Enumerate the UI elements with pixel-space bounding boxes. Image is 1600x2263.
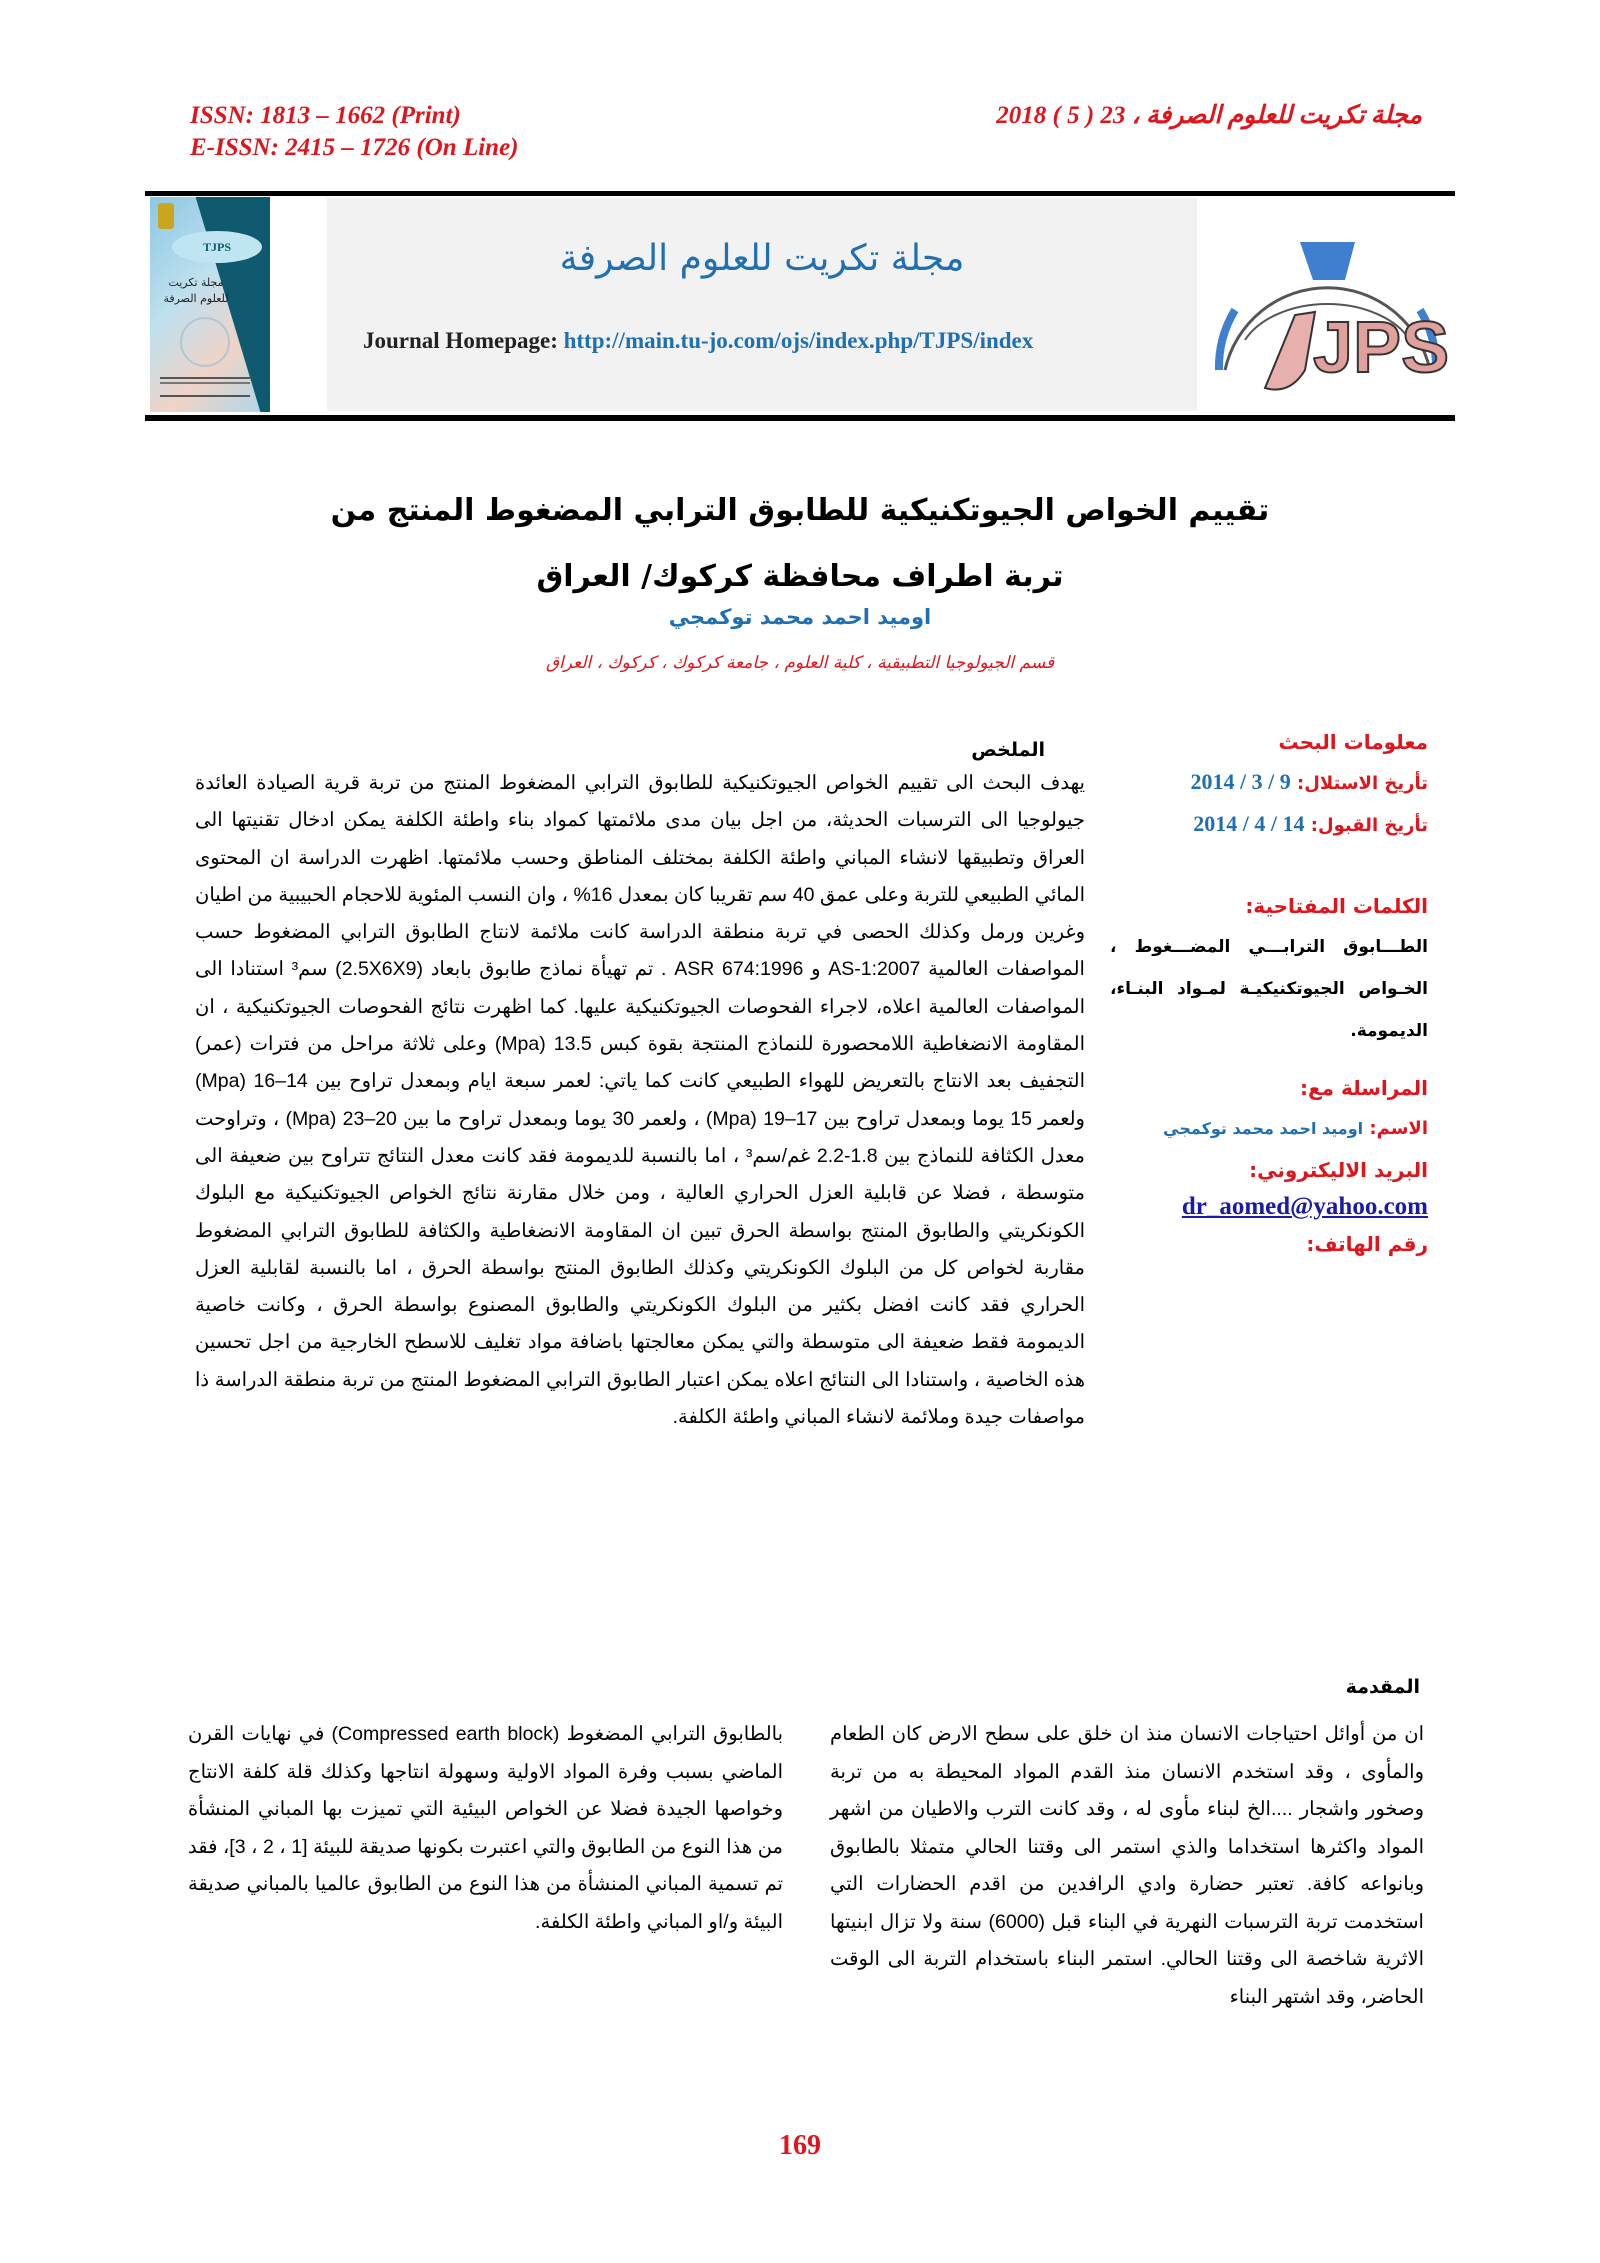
homepage-link[interactable]: http://main.tu-jo.com/ojs/index.php/TJPS/index [563, 328, 1034, 353]
issn-block [190, 100, 519, 164]
author-name: اوميد احمد محمد توكمجي [668, 605, 932, 629]
received-value: 9 / 3 / 2014 [1190, 769, 1291, 794]
issn-online: E-ISSN: 2415 – 1726 (On Line) [190, 134, 519, 161]
info-heading: معلومات البحث [1278, 730, 1428, 754]
journal-title: مجلة تكريت للعلوم الصرفة [559, 238, 965, 279]
correspondent-name [1110, 1108, 1428, 1150]
introduction-heading: المقدمة [1345, 1676, 1420, 1698]
abstract-heading: الملخص [971, 739, 1045, 761]
introduction-right-column: ان من أوائل احتياجات الانسان منذ ان خلق على سطح الارض كان الطعام والمأوى ، وقد استخدم الانسان منذ القدم المواد المحيطة به من تربة وصخور واشجار ....الخ لبناء مأوى له ، وقد كانت الترب والاطيان من اشهر المواد واكثرها استخداما والذي استمر الى وقتنا الحالي متمثلا بالطابوق وبانواعه كافة. تعتبر حضارة وادي الرافدين من اقدم الحضارات التي استخدمت تربة الترسبات النهرية في البناء قبل (6000) سنة ولا تزال ابنيتها الاثرية شاخصة الى وقتنا الحالي. استمر البناء باستخدام التربة الى الوقت الحاضر، وقد اشتهر البناء [830, 1723, 1424, 2008]
tjps-logo-icon [1205, 220, 1450, 400]
introduction-left-column [188, 1716, 783, 1941]
cover-abbrev: TJPS [172, 231, 262, 263]
received-date [1110, 762, 1428, 804]
accepted-value: 14 / 4 / 2014 [1193, 811, 1305, 836]
abstract-body: يهدف البحث الى تقييم الخواص الجيوتكنيكية للطابوق الترابي المضغوط المنتج من تربة قرية الصيادة العائدة جيولوجيا الى الترسبات الحديثة، من اجل بيان مدى ملائمتها كمواد بناء واطئة الكلفة يمكن ادخال تقنيتها الى العراق وتطبيقها لانشاء المباني واطئة الكلفة بمختلف المناطق وحسب ملائمتها. اظهرت الدراسة ان المحتوى المائي الطبيعي للتربة وعلى عمق 40 سم تقريبا كان بمعدل 16% ، وان النسب المئوية للاحجام الحبيبية من اطيان وغرين ورمل وكذلك الحصى في تربة منطقة الدراسة كانت ملائمة لانتاج الطابوق الترابي المضغوط حسب المواصفات العالمية AS-1:2007 و ASR 674:1996 . تم تهيأة نماذج طابوق بابعاد (2.5X6X9) سم³ استنادا الى المواصفات العالمية اعلاه، لاجراء الفحوصات الجيوتكنيكية عليها. كما اظهرت نتائج الفحوصات الجيوتكنيكية ، ان المقاومة الانضغاطية اللامحصورة للنماذج المنتجة بقوة كبس 13.5 (Mpa) وعلى ثلاثة مراحل من فترات (عمر) التجفيف بعد الانتاج بالتعريض للهواء الطبيعي كانت كما ياتي: لعمر سبعة ايام وبمعدل تراوح بين 14–16 (Mpa) ولعمر 15 يوما وبمعدل تراوح بين 17–19 (Mpa) ، ولعمر 30 يوما وبمعدل تراوح ما بين 20–23 (Mpa) ، وتراوحت معدل الكثافة للنماذج بين 1.8-2.2 غم/سم³ ، اما بالنسبة للديمومة فقد كانت معدل النتائج تتراوح بين ضعيفة الى متوسطة ، فضلا عن قابلية العزل الحراري العالية ، ومن خلال مقارنة نتائج الخواص الجيوتكنيكية مع البلوك الكونكريتي والطابوق المنتج بواسطة الحرق تبين ان المقاومة الانضغاطية والكثافة للطابوق الترابي المضغوط مقاربة لخواص كل من البلوك الكونكريتي وكذلك الطابوق المنتج بواسطة الحرق ، اما بالنسبة لقابلية العزل الحراري فقد كانت افضل بكثير من البلوك الكونكريتي والطابوق المصنوع بواسطة الحرق ، وكانت خاصية الديمومة فقط ضعيفة الى متوسطة والتي يمكن معالجتها باضافة مواد تغليف للاسطح الخارجية من اجل تحسين هذه الخاصية ، واستنادا الى النتائج اعلاه يمكن اعتبار الطابوق الترابي المضغوط المنتج من تربة منطقة الدراسة ذا مواصفات جيدة وملائمة لانشاء المباني واطئة الكلفة. [195, 772, 1085, 1429]
page-number: 169 [779, 2130, 821, 2161]
logo-text: JPS [1313, 308, 1450, 388]
email-label: البريد الاليكتروني: [1249, 1158, 1428, 1182]
journal-cover-thumbnail [150, 197, 270, 412]
cover-title: مجلة تكريت للعلوم الصرفة [163, 276, 229, 305]
article-info [1110, 722, 1428, 1264]
paper-title: تقييم الخواص الجيوتكنيكية للطابوق الترابي المضغوط المنتج من تربة اطراف محافظة كركوك/ العراق [330, 493, 1270, 594]
journal-homepage [363, 328, 1033, 354]
abstract [195, 735, 1085, 1436]
email-link[interactable]: dr_aomed@yahoo.com [1181, 1193, 1428, 1220]
university-emblem-icon [158, 203, 174, 229]
accepted-label: تأريخ القبول: [1310, 815, 1428, 836]
banner-bottom-rule [145, 415, 1455, 421]
intro-left-english-term: (Compressed earth block) [331, 1723, 560, 1745]
name-value: اوميد احمد محمد توكمجي [1163, 1119, 1364, 1138]
correspondence-heading: المراسلة مع: [1299, 1076, 1428, 1100]
author-affiliation: قسم الجيولوجيا التطبيقية ، كلية العلوم ، جامعة كركوك ، كركوك ، العراق [545, 653, 1055, 673]
received-label: تأريخ الاستلال: [1297, 773, 1428, 794]
banner-center [327, 198, 1197, 411]
name-label: الاسم: [1369, 1118, 1428, 1139]
cover-seal-icon [180, 317, 230, 367]
cover-fine-print [160, 377, 250, 379]
keywords-heading: الكلمات المفتاحية: [1245, 894, 1428, 918]
homepage-label: Journal Homepage: [363, 328, 558, 353]
keywords: الطـــابوق الترابـــي المضـــغوط ، الخـواص الجيوتكنيكيـة لمـواد البنـاء، الديمومة. [1110, 937, 1428, 1041]
accepted-date [1110, 804, 1428, 846]
intro-left-pre: بالطابوق الترابي المضغوط [559, 1723, 783, 1745]
banner-top-rule [145, 191, 1455, 196]
phone-label: رقم الهاتف: [1306, 1232, 1428, 1256]
journal-citation: مجلة تكريت للعلوم الصرفة ، 23 ( 5 ) 2018 [996, 102, 1422, 129]
intro-left-post: في نهايات القرن الماضي بسبب وفرة المواد الاولية وسهولة انتاجها وكذلك قلة كلفة الانتاج وخواصها الجيدة فضلا عن الخواص البيئية التي تميزت بها المباني المنشأة من هذا النوع من الطابوق والتي اعتبرت بكونها صديقة للبيئة [1 ، 2 ، 3]، فقد تم تسمية المباني المنشأة من هذا النوع من الطابوق عالميا بالمباني صديقة البيئة و/او المباني واطئة الكلفة. [188, 1723, 783, 1933]
issn-print: ISSN: 1813 – 1662 (Print) [190, 102, 461, 129]
